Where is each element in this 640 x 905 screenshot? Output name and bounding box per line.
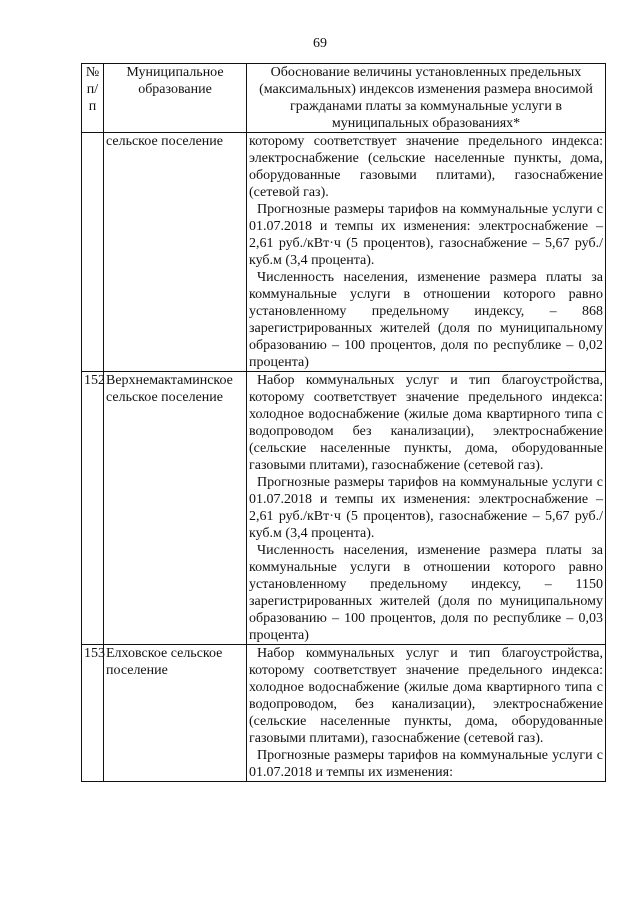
column-header-number: № п/п [82,64,104,133]
row-number: 152 [82,372,104,645]
justification-paragraph: Набор коммунальных услуг и тип благоустройства, которому соответствует значение предельного индекса: холодное водоснабжение (жилые дома квартирного типа с водопроводом без канализации), электроснабжение (сельские населенные пункты, дома, оборудованные газовыми плитами), газоснабжение (сетевой газ). [249,373,603,473]
justification-cell [247,372,606,645]
municipality-name: сельское поселение [104,133,247,372]
table-row [82,645,606,782]
justification-paragraph: Набор коммунальных услуг и тип благоустройства, которому соответствует значение предельного индекса: холодное водоснабжение (жилые дома квартирного типа с водопроводом, без канализации), электроснабжение (сельские населенные пункты, дома, оборудованные газовыми плитами), газоснабжение (сетевой газ). [249,646,603,746]
row-number: 153 [82,645,104,782]
table-row [82,133,606,372]
justification-paragraph: Прогнозные размеры тарифов на коммунальные услуги с 01.07.2018 и темпы их изменения: [249,748,603,780]
justification-cell [247,133,606,372]
justification-paragraph: Прогнозные размеры тарифов на коммунальные услуги с 01.07.2018 и темпы их изменения: электроснабжение – 2,61 руб./кВт·ч (5 процентов), газоснабжение – 5,67 руб./куб.м (3,4 процента). [249,475,603,541]
table-row [82,372,606,645]
justification-cell [247,645,606,782]
page-number: 69 [313,36,327,51]
table-header-row [82,64,606,133]
justification-paragraph: Численность населения, изменение размера платы за коммунальные услуги в отношении которого равно установленному предельному индексу, – 868 зарегистрированных жителей (доля по муниципальному образованию – 100 процентов, доля по республике – 0,02 процента) [249,270,603,370]
justification-paragraph: Численность населения, изменение размера платы за коммунальные услуги в отношении которого равно установленному предельному индексу, – 1150 зарегистрированных жителей (доля по муниципальному образованию – 100 процентов, доля по республике – 0,03 процента) [249,543,603,643]
tariff-table [81,63,606,782]
justification-paragraph: которому соответствует значение предельного индекса: электроснабжение (сельские населенные пункты, дома, оборудованные газовыми плитами), газоснабжение (сетевой газ). [249,134,603,200]
row-number [82,133,104,372]
municipality-name: Елховское сельское поселение [104,645,247,782]
justification-paragraph: Прогнозные размеры тарифов на коммунальные услуги с 01.07.2018 и темпы их изменения: электроснабжение – 2,61 руб./кВт·ч (5 процентов), газоснабжение – 5,67 руб./куб.м (3,4 процента). [249,202,603,268]
column-header-municipality: Муниципальное образование [104,64,247,133]
column-header-justification: Обоснование величины установленных предельных (максимальных) индексов изменения размера вносимой гражданами платы за коммунальные услуги в муниципальных образованиях* [247,64,606,133]
municipality-name: Верхнемактаминское сельское поселение [104,372,247,645]
